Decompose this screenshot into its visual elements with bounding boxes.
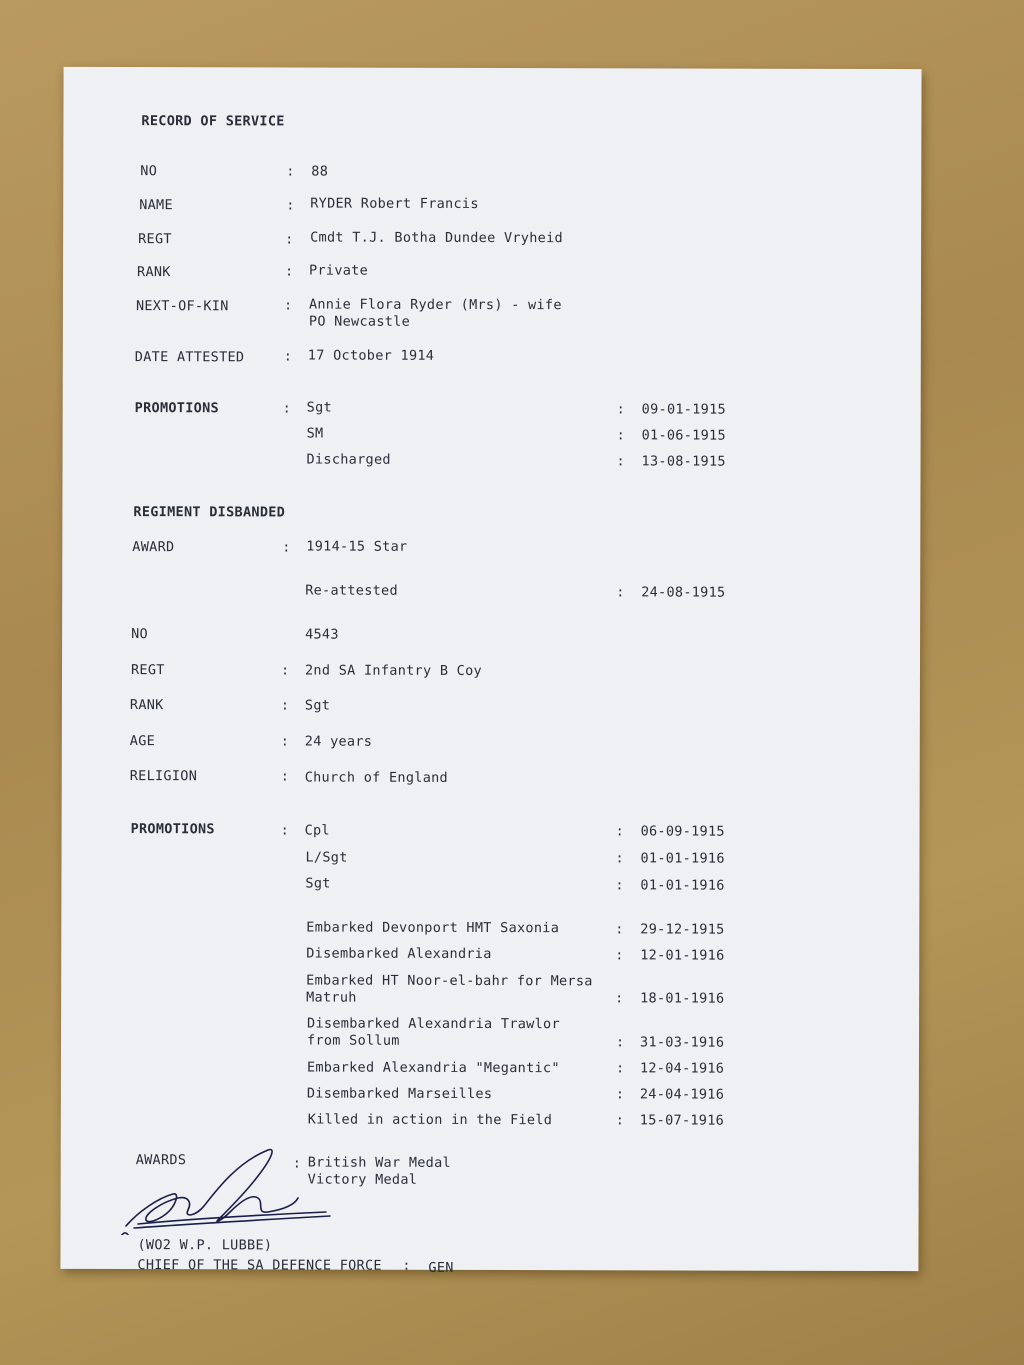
promotion-event: Cpl [304, 822, 330, 839]
colon: : [615, 877, 624, 894]
reattested-event: Re-attested [305, 582, 398, 599]
reattested-date: 24-08-1915 [641, 584, 726, 601]
colon: : [616, 401, 626, 418]
regt-label: REGT [130, 662, 165, 679]
movement-date: 29-12-1915 [640, 921, 725, 938]
colon: : [286, 163, 295, 180]
regt-value: Cmdt T.J. Botha Dundee Vryheid [310, 229, 563, 247]
regt-label: REGT [138, 231, 172, 248]
next-of-kin-label: NEXT-OF-KIN [135, 298, 229, 315]
rank-value: Private [309, 262, 369, 279]
colon: : [283, 348, 293, 365]
movement-date: 24-04-1916 [639, 1086, 725, 1103]
colon: : [616, 453, 626, 470]
colon: : [615, 1060, 625, 1077]
promotion-date: 13-08-1915 [641, 453, 726, 470]
promotion-date: 01-01-1916 [640, 850, 725, 867]
movement-date: 12-01-1916 [640, 947, 725, 964]
signature [118, 1140, 338, 1235]
colon: : [285, 231, 294, 248]
promotions-heading: PROMOTIONS [130, 821, 215, 838]
no-value: 4543 [305, 626, 339, 643]
movement-date: 18-01-1916 [640, 990, 725, 1007]
age-label: AGE [129, 733, 156, 750]
colon: : [292, 1155, 302, 1172]
document-title: RECORD OF SERVICE [141, 113, 285, 130]
colon: : [615, 947, 624, 964]
colon: : [615, 921, 624, 938]
movement-date: 12-04-1916 [639, 1060, 725, 1077]
promotion-date: 01-06-1915 [641, 427, 726, 444]
movement-event: Disembarked Alexandria Trawlor from Sollum [307, 1015, 560, 1049]
movement-event: Embarked Alexandria "Megantic" [306, 1059, 560, 1077]
regt-value: 2nd SA Infantry B Coy [304, 662, 483, 679]
movement-event: Disembarked Marseilles [306, 1085, 493, 1103]
colon: : [615, 1086, 625, 1103]
promotion-event: Discharged [306, 451, 391, 468]
awards-value: British War Medal Victory Medal [307, 1154, 452, 1188]
colon: : [280, 662, 290, 679]
no-label: NO [140, 163, 158, 180]
religion-value: Church of England [304, 769, 449, 786]
colon: : [615, 823, 625, 840]
colon: : [615, 990, 624, 1007]
rank-value: Sgt [304, 697, 331, 714]
colon: : [280, 768, 290, 785]
service-record-page [60, 67, 921, 1276]
colon: : [402, 1257, 411, 1274]
promotion-event: Sgt [306, 399, 333, 416]
awards-label: AWARDS [135, 1152, 187, 1169]
movement-event: Embarked HT Noor-el-bahr for Mersa Matruh [306, 972, 593, 1006]
movement-event: Embarked Devonport HMT Saxonia [306, 919, 560, 937]
age-value: 24 years [304, 733, 373, 750]
promotion-date: 06-09-1915 [640, 823, 725, 840]
name-label: NAME [139, 197, 173, 214]
colon: : [616, 427, 626, 444]
no-label: NO [131, 626, 148, 643]
colon: : [282, 400, 292, 417]
movement-date: 31-03-1916 [640, 1034, 725, 1051]
rank-label: RANK [129, 697, 164, 714]
signatory-title: CHIEF OF THE SA DEFENCE FORCE [137, 1257, 382, 1274]
promotion-date: 09-01-1915 [641, 401, 726, 418]
date-attested-value: 17 October 1914 [307, 347, 435, 364]
promotion-event: Sgt [305, 875, 331, 892]
movement-date: 15-07-1916 [639, 1112, 725, 1129]
colon: : [616, 584, 625, 601]
regiment-disbanded-heading: REGIMENT DISBANDED [133, 504, 286, 521]
signatory-rank: GEN [428, 1259, 454, 1276]
colon: : [615, 1112, 625, 1129]
movement-event: Killed in action in the Field [307, 1111, 553, 1129]
name-value: RYDER Robert Francis [310, 195, 479, 212]
award-label: AWARD [132, 539, 175, 556]
colon: : [285, 263, 294, 280]
colon: : [283, 297, 293, 314]
colon: : [280, 733, 290, 750]
signatory-name: (WO2 W.P. LUBBE) [137, 1237, 273, 1254]
award-value: 1914-15 Star [306, 538, 408, 555]
promotions-heading: PROMOTIONS [134, 400, 219, 417]
colon: : [615, 850, 624, 867]
rank-label: RANK [137, 264, 171, 281]
promotion-event: L/Sgt [305, 849, 348, 866]
colon: : [280, 822, 290, 839]
no-value: 88 [311, 163, 329, 180]
promotion-event: SM [306, 425, 324, 442]
promotion-date: 01-01-1916 [640, 877, 725, 894]
religion-label: RELIGION [129, 768, 198, 785]
colon: : [286, 197, 295, 214]
colon: : [616, 1034, 625, 1051]
next-of-kin-value: Annie Flora Ryder (Mrs) - wife PO Newcastle [308, 296, 562, 330]
movement-event: Disembarked Alexandria [306, 945, 492, 963]
colon: : [280, 697, 290, 714]
date-attested-label: DATE ATTESTED [134, 349, 245, 366]
colon: : [282, 539, 291, 556]
